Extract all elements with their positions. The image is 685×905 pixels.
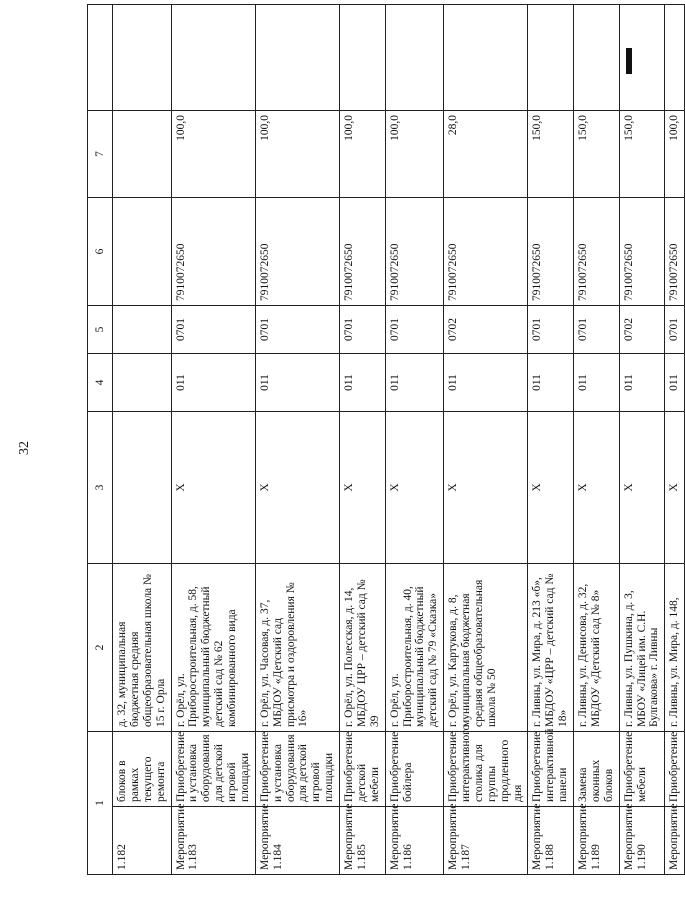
cell-col4: 011 xyxy=(665,354,685,412)
cell-number: Мероприятие 1.184 xyxy=(255,807,339,875)
cell-col5 xyxy=(113,306,172,354)
cell-col6: 7910072650 xyxy=(528,198,574,306)
header-cell-7: 7 xyxy=(88,111,113,198)
cell-blank xyxy=(665,5,685,111)
cell-address: г. Орёл, ул. Приборостроительная, д. 58, муниципальный бюджетный детский сад № 62 комбинированного вида xyxy=(171,564,255,732)
cell-blank xyxy=(574,5,620,111)
cell-col3: Х xyxy=(528,412,574,564)
cell-col4: 011 xyxy=(255,354,339,412)
cell-address: г. Ливны, ул. Мира, д. 148, xyxy=(665,564,685,732)
cell-col7: 150,0 xyxy=(574,111,620,198)
cell-col4: 011 xyxy=(444,354,528,412)
cell-address: г. Орёл, ул. Приборостроительная, д. 40, муниципальный бюджетный детский сад № 79 «Сказка» xyxy=(385,564,444,732)
cell-col3: Х xyxy=(385,412,444,564)
cell-col6: 7910072650 xyxy=(665,198,685,306)
header-cell-4: 4 xyxy=(88,354,113,412)
cell-blank xyxy=(171,5,255,111)
cell-col7: 28,0 xyxy=(444,111,528,198)
cell-col7: 150,0 xyxy=(619,111,665,198)
cell-col5: 0702 xyxy=(444,306,528,354)
cell-event: блоков в рамках текущего ремонта xyxy=(113,732,172,807)
cell-col4: 011 xyxy=(171,354,255,412)
table-row xyxy=(528,5,574,875)
cell-col3: Х xyxy=(255,412,339,564)
cell-blank xyxy=(528,5,574,111)
cell-col4: 011 xyxy=(528,354,574,412)
cell-col3: Х xyxy=(340,412,386,564)
table-row xyxy=(619,5,665,875)
cell-address: д. 32, муниципальная бюджетная средняя общеобразовательная школа № 15 г. Орла xyxy=(113,564,172,732)
cell-blank xyxy=(444,5,528,111)
cell-address: г. Ливны, ул. Мира, д. 213 «б», МБДОУ «ЦРР – детский сад № 18» xyxy=(528,564,574,732)
cell-address: г. Ливны, ул. Пушкина, д. 3, МБОУ «Лицей им. С.Н. Булгакова» г. Ливны xyxy=(619,564,665,732)
header-row xyxy=(88,5,113,875)
cell-col6: 7910072650 xyxy=(171,198,255,306)
cell-number: Мероприятие 1.186 xyxy=(385,807,444,875)
cell-col5: 0701 xyxy=(574,306,620,354)
cell-number: Мероприятие 1.187 xyxy=(444,807,528,875)
header-cell-blank xyxy=(88,5,113,111)
cell-col6: 7910072650 xyxy=(340,198,386,306)
cell-address: г. Орёл, ул. Картукова, д. 8, муниципальная бюджетная средняя общеобразовательная школа № 50 xyxy=(444,564,528,732)
budget-table xyxy=(87,4,685,875)
cell-col7: 150,0 xyxy=(528,111,574,198)
table-row xyxy=(113,5,172,875)
cell-blank xyxy=(385,5,444,111)
cell-col5: 0701 xyxy=(255,306,339,354)
cell-event: Приобретение xyxy=(665,732,685,807)
cell-blank xyxy=(619,5,665,111)
cell-col4 xyxy=(113,354,172,412)
cell-col5: 0701 xyxy=(171,306,255,354)
cell-col3: Х xyxy=(171,412,255,564)
cell-col4: 011 xyxy=(340,354,386,412)
cell-col7: 100,0 xyxy=(385,111,444,198)
cell-col3: Х xyxy=(665,412,685,564)
cell-address: г. Ливны, ул. Денисова, д. 32, МБДОУ «Детский сад № 8» xyxy=(574,564,620,732)
cell-col7: 100,0 xyxy=(255,111,339,198)
cell-col7: 100,0 xyxy=(340,111,386,198)
table-row xyxy=(444,5,528,875)
header-cell-6: 6 xyxy=(88,198,113,306)
cell-address: г. Орёл, ул. Часовая, д. 37, МБДОУ «Детский сад присмотра и оздоровления № 16» xyxy=(255,564,339,732)
cell-event: Приобретение бойлера xyxy=(385,732,444,807)
header-cell-3: 3 xyxy=(88,412,113,564)
cell-blank xyxy=(340,5,386,111)
cell-col7: 100,0 xyxy=(665,111,685,198)
header-cell-2: 2 xyxy=(88,564,113,732)
table-row xyxy=(340,5,386,875)
cell-address: г. Орёл, ул. Полесская, д. 14, МБДОУ ЦРР – детский сад № 39 xyxy=(340,564,386,732)
cell-event: Приобретение и установка оборудования для детской игровой площадки xyxy=(171,732,255,807)
cell-col3: Х xyxy=(619,412,665,564)
cell-event: Приобретение детской мебели xyxy=(340,732,386,807)
table-row xyxy=(385,5,444,875)
cell-col6: 7910072650 xyxy=(619,198,665,306)
cell-event: Приобретение интерактивной панели xyxy=(528,732,574,807)
cell-col4: 011 xyxy=(574,354,620,412)
rotated-table-wrapper xyxy=(87,5,681,875)
cell-blank xyxy=(255,5,339,111)
cell-col3: Х xyxy=(444,412,528,564)
cell-blank xyxy=(113,5,172,111)
cell-event: Замена оконных блоков xyxy=(574,732,620,807)
cell-col5: 0701 xyxy=(385,306,444,354)
cell-col4: 011 xyxy=(385,354,444,412)
cell-col5: 0701 xyxy=(340,306,386,354)
cell-col6: 7910072650 xyxy=(255,198,339,306)
cell-number: Мероприятие 1.189 xyxy=(574,807,620,875)
table-row xyxy=(574,5,620,875)
cell-col3: Х xyxy=(574,412,620,564)
cell-col6: 7910072650 xyxy=(444,198,528,306)
table-row xyxy=(255,5,339,875)
cell-event: Приобретение мебели xyxy=(619,732,665,807)
cell-number: Мероприятие 1.190 xyxy=(619,807,665,875)
cell-number: Мероприятие 1.185 xyxy=(340,807,386,875)
cell-number: 1.182 xyxy=(113,807,172,875)
page-number: 32 xyxy=(17,441,32,455)
cell-number: Мероприятие 1.188 xyxy=(528,807,574,875)
table-row xyxy=(171,5,255,875)
header-cell-1: 1 xyxy=(88,732,113,875)
cell-col6: 7910072650 xyxy=(385,198,444,306)
cell-number: Мероприятие xyxy=(665,807,685,875)
cell-col5: 0702 xyxy=(619,306,665,354)
cell-col7 xyxy=(113,111,172,198)
cell-col7: 100,0 xyxy=(171,111,255,198)
cell-col6: 7910072650 xyxy=(574,198,620,306)
cell-col5: 0701 xyxy=(665,306,685,354)
cell-col5: 0701 xyxy=(528,306,574,354)
cell-event: Приобретение и установка оборудования для детской игровой площадки xyxy=(255,732,339,807)
cell-number: Мероприятие 1.183 xyxy=(171,807,255,875)
cell-col4: 011 xyxy=(619,354,665,412)
cell-col6 xyxy=(113,198,172,306)
cell-col3 xyxy=(113,412,172,564)
cell-event: Приобретение интерактивного столика для группы продленного дня xyxy=(444,732,528,807)
table-row xyxy=(665,5,685,875)
header-cell-5: 5 xyxy=(88,306,113,354)
